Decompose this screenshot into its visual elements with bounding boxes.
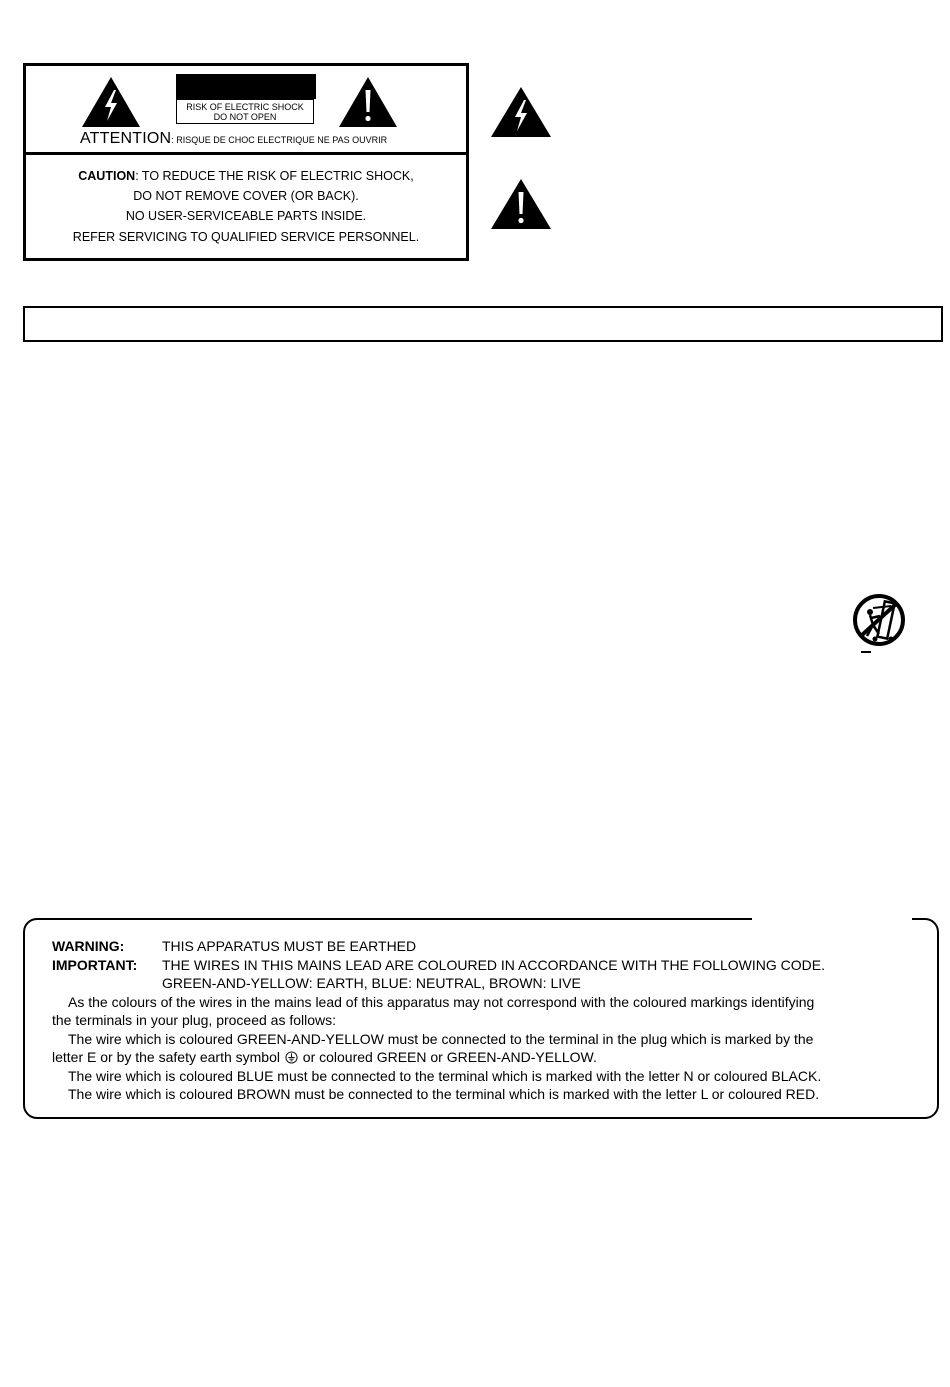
section-header-box [23, 306, 943, 342]
caution-line-4: REFER SERVICING TO QUALIFIED SERVICE PERSONNEL. [72, 230, 420, 244]
lightning-warning-icon [490, 86, 552, 138]
lightning-warning-icon [81, 76, 141, 128]
important-text-2: GREEN-AND-YELLOW: EARTH, BLUE: NEUTRAL, BROWN: LIVE [162, 975, 581, 991]
warning-row [52, 937, 912, 956]
exclamation-warning-icon [490, 178, 552, 230]
risk-line2: DO NOT OPEN [213, 112, 277, 122]
caution-label [23, 63, 469, 261]
earth-ground-icon [285, 1051, 298, 1064]
warning-text: THIS APPARATUS MUST BE EARTHED [162, 938, 417, 954]
caution-label-header [26, 66, 466, 155]
paragraph-4: The wire which is coloured BROWN must be connected to the terminal which is marked with the letter L or coloured RED. [68, 1086, 820, 1102]
warning-label: WARNING: [52, 938, 125, 954]
important-label: IMPORTANT: [52, 956, 138, 973]
caution-line1-rest: : TO REDUCE THE RISK OF ELECTRIC SHOCK, [135, 169, 414, 183]
paragraph-2-line-1: The wire which is coloured GREEN-AND-YELLOW must be connected to the terminal in the plug which is marked by the [68, 1030, 814, 1047]
attention-word: ATTENTION [80, 130, 172, 147]
caution-line-2: DO NOT REMOVE COVER (OR BACK). [133, 189, 359, 203]
earthing-warning-text [52, 937, 912, 1104]
exclamation-warning-icon [338, 76, 398, 128]
paragraph-3: The wire which is coloured BLUE must be connected to the terminal which is marked with the letter N or coloured BLACK. [68, 1067, 822, 1084]
caution-label-body [26, 155, 466, 258]
caution-word: CAUTION [78, 169, 136, 183]
paragraph-2-line-2b: or coloured GREEN or GREEN-AND-YELLOW. [302, 1049, 597, 1065]
paragraph-1-line-2: the terminals in your plug, proceed as follows: [52, 1012, 337, 1028]
risk-box [176, 99, 314, 124]
paragraph-2-line-2 [52, 1048, 912, 1067]
important-row [52, 956, 912, 975]
paragraph-2-line-2a: letter E or by the safety earth symbol [52, 1049, 280, 1065]
attention-line [80, 130, 387, 148]
black-bar [176, 74, 316, 99]
paragraph-1-line-1: As the colours of the wires in the mains lead of this apparatus may not correspond with the coloured markings identifying [68, 993, 815, 1010]
panel-border-gap [752, 915, 912, 921]
caution-line-3: NO USER-SERVICEABLE PARTS INSIDE. [125, 209, 367, 223]
important-row-2 [52, 974, 912, 993]
caution-line-1 [26, 169, 466, 183]
important-text-1: THE WIRES IN THIS MAINS LEAD ARE COLOURED IN ACCORDANCE WITH THE FOLLOWING CODE. [162, 956, 826, 973]
risk-line1: RISK OF ELECTRIC SHOCK [186, 102, 304, 112]
attention-rest: : RISQUE DE CHOC ELECTRIQUE NE PAS OUVRIR [171, 135, 388, 145]
portable-cart-warning-icon [853, 580, 905, 658]
